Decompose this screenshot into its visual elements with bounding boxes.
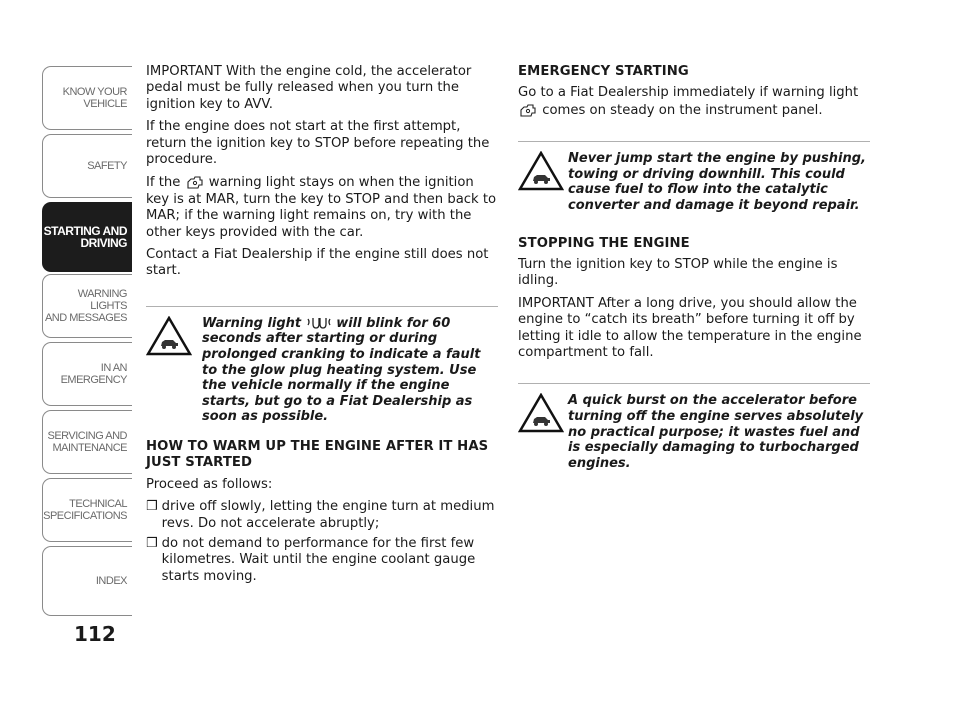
paragraph (146, 174, 498, 241)
tab-label: STARTING AND DRIVING (43, 224, 127, 250)
left-column (146, 64, 498, 589)
divider (146, 306, 498, 307)
text: Go to a Fiat Dealership immediately if warning light (518, 85, 859, 101)
warning-text: Never jump start the engine by pushing, towing or driving downhill. This could cause fuel to flow into the catalytic converter and damage it beyond repair. (568, 151, 866, 213)
divider (518, 383, 870, 384)
tab-label: SAFETY (87, 160, 127, 172)
tab-index[interactable] (42, 546, 132, 616)
paragraph: IMPORTANT After a long drive, you should allow the engine to “catch its breath” before turning it off by letting it idle to allow the temperature in the engine compartment to fall. (518, 295, 862, 361)
page-number: 112 (74, 622, 116, 646)
warning-text (146, 316, 498, 425)
section-heading: HOW TO WARM UP THE ENGINE AFTER IT HAS JUST STARTED (146, 439, 489, 471)
paragraph (518, 85, 870, 119)
text: warning light stays on when the ignition key is at MAR, turn the key to STOP and then back to MAR; if the warning light remains on, try with the other keys provided with the car. (146, 175, 497, 240)
checkbox-bullet-icon: ❒ (146, 536, 158, 552)
warning-note (518, 383, 870, 471)
text: comes on steady on the instrument panel. (542, 102, 823, 118)
tab-safety[interactable] (42, 134, 132, 198)
paragraph: Contact a Fiat Dealership if the engine still does not start. (146, 247, 489, 279)
warning-triangle-icon (146, 316, 192, 356)
tab-label: IN AN EMERGENCY (60, 362, 127, 386)
list-item-text: do not demand to performance for the first few kilometres. Wait until the engine coolant gauge starts moving. (161, 536, 476, 584)
section-heading: EMERGENCY STARTING (518, 64, 689, 79)
text: will blink for 60 seconds after starting or during prolonged cranking to indicate a fault to the glow plug heating system. Use the vehicle normally if the engine starts, but go to a Fiat Dealership as soon as possible. (202, 315, 481, 425)
paragraph: If the engine does not start at the first attempt, return the ignition key to STOP before repeating the procedure. (146, 119, 490, 168)
tab-label: INDEX (95, 575, 127, 587)
paragraph: Turn the ignition key to STOP while the engine is idling. (518, 257, 838, 289)
tab-technical-specifications[interactable] (42, 478, 132, 542)
text: Warning light (202, 315, 302, 331)
tab-in-an-emergency[interactable] (42, 342, 132, 406)
list-item (146, 536, 498, 585)
engine-fault-icon (185, 174, 205, 190)
tab-label: KNOW YOUR VEHICLE (62, 86, 127, 110)
tab-servicing[interactable] (42, 410, 132, 474)
engine-fault-icon (518, 102, 538, 118)
paragraph: Proceed as follows: (146, 476, 273, 492)
warning-note (518, 141, 870, 213)
list-item-text: drive off slowly, letting the engine turn at medium revs. Do not accelerate abruptly; (161, 499, 495, 531)
paragraph: IMPORTANT With the engine cold, the accelerator pedal must be fully released when you turn the ignition key to AVV. (146, 64, 472, 112)
tab-know-your-vehicle[interactable] (42, 66, 132, 130)
tab-label: WARNING LIGHTS AND MESSAGES (44, 288, 127, 324)
divider (518, 141, 870, 142)
glow-plug-icon (306, 316, 332, 330)
section-heading: STOPPING THE ENGINE (518, 235, 690, 251)
tab-label: TECHNICAL SPECIFICATIONS (43, 498, 127, 522)
list-item (146, 499, 498, 532)
checkbox-bullet-icon: ❒ (146, 499, 158, 515)
tab-warning-lights[interactable] (42, 274, 132, 338)
warning-text: A quick burst on the accelerator before turning off the engine serves absolutely no practical purpose; it wastes fuel and is especially damaging to turbocharged engines. (568, 393, 864, 471)
warning-triangle-icon (518, 393, 564, 433)
tab-starting-and-driving[interactable] (42, 202, 132, 272)
warning-note (146, 306, 498, 425)
text: If the (146, 175, 181, 191)
warning-triangle-icon (518, 151, 564, 191)
tab-label: SERVICING AND MAINTENANCE (47, 430, 127, 454)
right-column (518, 64, 870, 471)
